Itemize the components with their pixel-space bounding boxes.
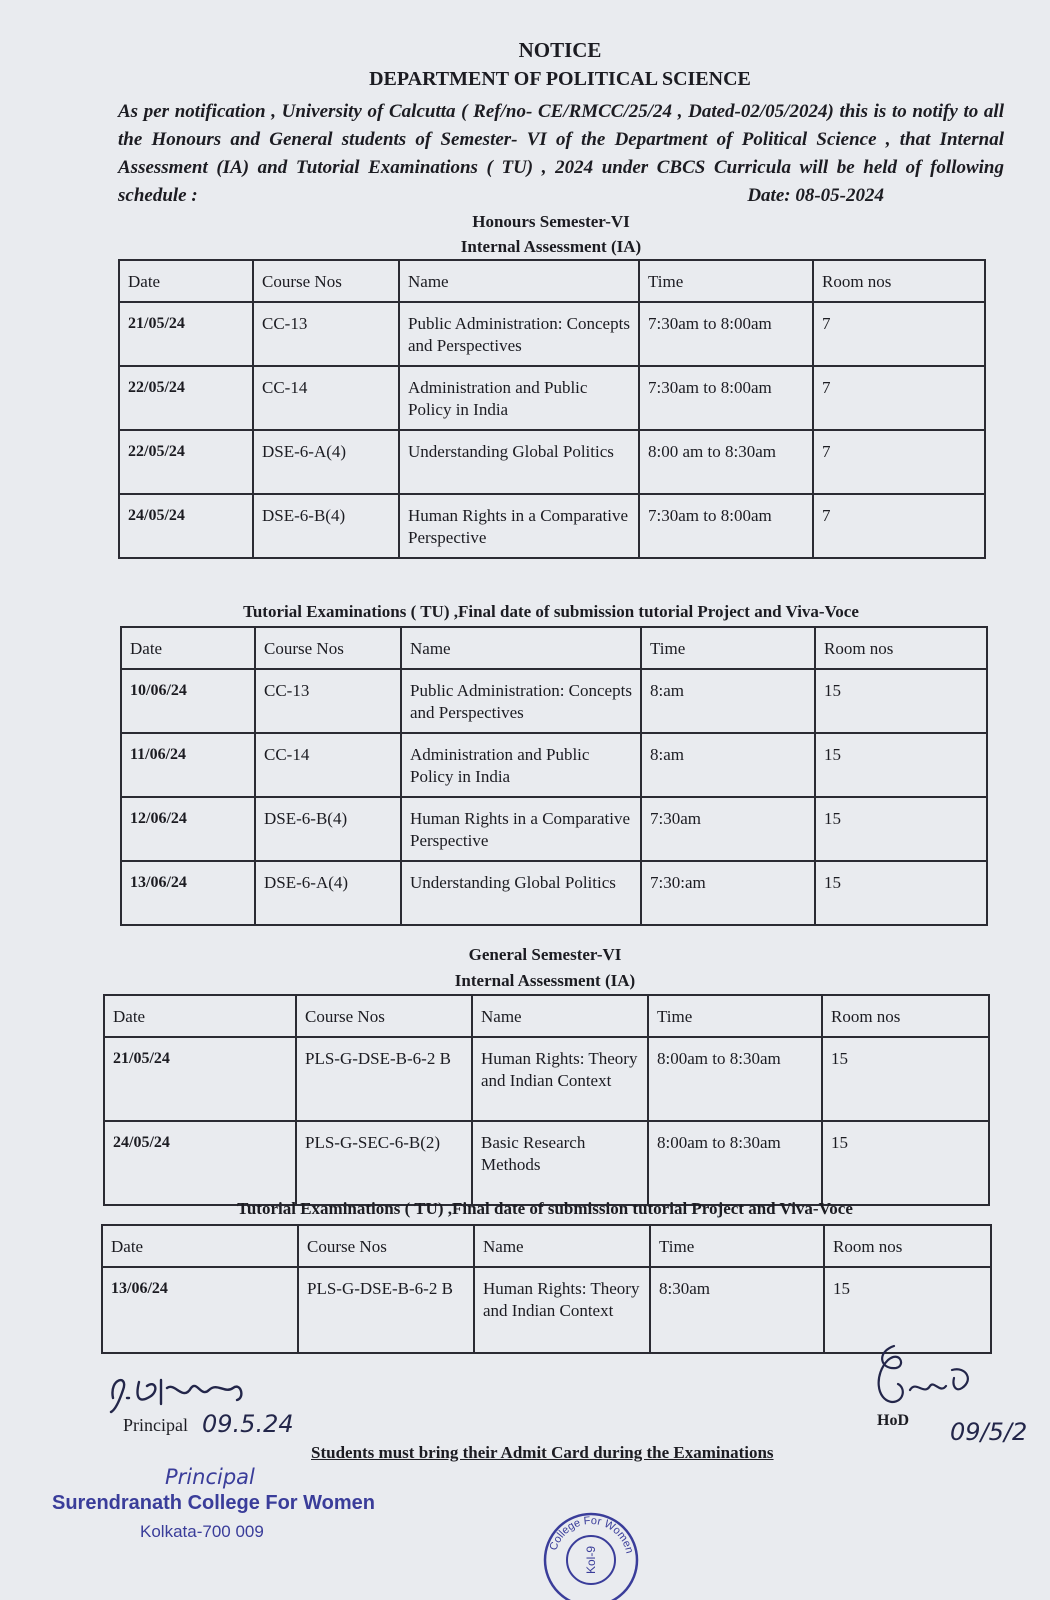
column-header-time: Time [650,1225,824,1267]
column-header-date: Date [102,1225,298,1267]
column-header-name: Name [472,995,648,1037]
cell-date: 21/05/24 [104,1037,296,1121]
column-header-room: Room nos [822,995,989,1037]
column-header-name: Name [474,1225,650,1267]
column-header-room: Room nos [815,627,987,669]
cell-room: 15 [822,1121,989,1205]
admit-card-note: Students must bring their Admit Card during the Examinations [311,1443,774,1462]
hod-label: HoD [877,1412,909,1429]
cell-room: 7 [813,302,985,366]
general-heading: General Semester-VI [468,945,622,964]
cell-date: 11/06/24 [121,733,255,797]
principal-sign-date: 09.5.24 [202,1410,294,1438]
general-ia-table [103,994,990,1206]
cell-room: 15 [815,733,987,797]
cell-time: 8:am [641,669,815,733]
cell-room: 7 [813,430,985,494]
cell-time: 8:30am [650,1267,824,1353]
cell-date: 12/06/24 [121,797,255,861]
hod-sign-date: 09/5/2 [950,1418,1028,1446]
cell-name: Human Rights: Theory and Indian Context [472,1037,648,1121]
column-header-date: Date [119,260,253,302]
header-row [102,1225,991,1267]
honours-heading: Honours Semester-VI [472,212,630,231]
column-header-time: Time [641,627,815,669]
table-body [104,1037,989,1205]
svg-text:Kol-9: Kol-9 [584,1545,598,1575]
column-header-course: Course Nos [255,627,401,669]
cell-course: DSE-6-B(4) [255,797,401,861]
column-header-course: Course Nos [298,1225,474,1267]
table-header [104,995,989,1037]
honours-ia-heading: Internal Assessment (IA) [460,237,642,256]
header-row [121,627,987,669]
cell-room: 15 [815,669,987,733]
stamp-city: Kolkata-700 009 [140,1522,264,1541]
table-header [119,260,985,302]
cell-name: Basic Research Methods [472,1121,648,1205]
cell-course: PLS-G-DSE-B-6-2 B [296,1037,472,1121]
honours-tu-heading: Tutorial Examinations ( TU) ,Final date of submission tutorial Project and Viva-Voce [243,602,859,621]
cell-name: Human Rights: Theory and Indian Context [474,1267,650,1353]
honours-ia-table [118,259,986,559]
cell-room: 15 [815,797,987,861]
notice-date: Date: 08-05-2024 [747,185,884,206]
column-header-room: Room nos [813,260,985,302]
cell-time: 7:30am to 8:00am [639,302,813,366]
cell-name: Human Rights in a Comparative Perspective [401,797,641,861]
table-row [102,1267,991,1353]
cell-time: 8:00 am to 8:30am [639,430,813,494]
cell-time: 8:00am to 8:30am [648,1037,822,1121]
cell-name: Administration and Public Policy in India [401,733,641,797]
intro-text: As per notification , University of Calcutta ( Ref/no- CE/RMCC/25/24 , Dated-02/05/2024) this is to notify to all the Honours and General students of Semester- VI of the Department of Political Science , that Internal Assessment (IA) and Tutorial Examinations ( TU) , 2024 under CBCS Curricula will be held of following schedule : [118,101,1004,206]
department-title: DEPARTMENT OF POLITICAL SCIENCE [369,68,751,90]
stamp-college: Surendranath College For Women [52,1492,375,1514]
cell-date: 21/05/24 [119,302,253,366]
cell-course: CC-14 [253,366,399,430]
notice-title: NOTICE [518,38,602,62]
column-header-course: Course Nos [296,995,472,1037]
table-row [121,669,987,733]
cell-date: 13/06/24 [121,861,255,925]
table-row [119,366,985,430]
table-header [102,1225,991,1267]
cell-room: 15 [822,1037,989,1121]
table-row [121,861,987,925]
principal-signature [105,1368,265,1416]
general-ia-heading: Internal Assessment (IA) [454,971,636,990]
general-tu-table [101,1224,992,1354]
cell-name: Understanding Global Politics [401,861,641,925]
cell-time: 8:00am to 8:30am [648,1121,822,1205]
column-header-time: Time [648,995,822,1037]
hod-signature [870,1340,1000,1420]
svg-text:College For Women: College For Women [547,1514,636,1555]
general-tu-heading: Tutorial Examinations ( TU) ,Final date of submission tutorial Project and Viva-Voce [237,1199,853,1218]
cell-course: DSE-6-B(4) [253,494,399,558]
table-row [119,430,985,494]
cell-date: 13/06/24 [102,1267,298,1353]
cell-date: 10/06/24 [121,669,255,733]
cell-course: PLS-G-SEC-6-B(2) [296,1121,472,1205]
cell-time: 7:30:am [641,861,815,925]
cell-course: DSE-6-A(4) [255,861,401,925]
table-row [104,1037,989,1121]
table-row [121,733,987,797]
table-row [119,302,985,366]
column-header-room: Room nos [824,1225,991,1267]
cell-name: Administration and Public Policy in India [399,366,639,430]
cell-time: 7:30am [641,797,815,861]
cell-date: 22/05/24 [119,430,253,494]
cell-date: 22/05/24 [119,366,253,430]
cell-course: DSE-6-A(4) [253,430,399,494]
cell-time: 7:30am to 8:00am [639,366,813,430]
cell-name: Understanding Global Politics [399,430,639,494]
cell-name: Public Administration: Concepts and Perspectives [401,669,641,733]
stamp-title: Principal [165,1465,255,1489]
cell-time: 7:30am to 8:00am [639,494,813,558]
cell-course: PLS-G-DSE-B-6-2 B [298,1267,474,1353]
cell-name: Human Rights in a Comparative Perspective [399,494,639,558]
table-body [121,669,987,925]
cell-room: 15 [815,861,987,925]
header-row [104,995,989,1037]
table-body [102,1267,991,1353]
column-header-name: Name [399,260,639,302]
column-header-course: Course Nos [253,260,399,302]
intro-paragraph [118,98,1004,210]
principal-label: Principal [123,1415,188,1435]
table-row [121,797,987,861]
cell-date: 24/05/24 [119,494,253,558]
cell-room: 7 [813,366,985,430]
college-seal [541,1508,641,1600]
cell-date: 24/05/24 [104,1121,296,1205]
cell-room: 15 [824,1267,991,1353]
column-header-date: Date [104,995,296,1037]
column-header-name: Name [401,627,641,669]
column-header-time: Time [639,260,813,302]
cell-course: CC-14 [255,733,401,797]
cell-time: 8:am [641,733,815,797]
table-row [119,494,985,558]
table-body [119,302,985,558]
table-row [104,1121,989,1205]
honours-tu-table [120,626,988,926]
cell-room: 7 [813,494,985,558]
cell-course: CC-13 [253,302,399,366]
cell-course: CC-13 [255,669,401,733]
cell-name: Public Administration: Concepts and Perspectives [399,302,639,366]
column-header-date: Date [121,627,255,669]
table-header [121,627,987,669]
header-row [119,260,985,302]
